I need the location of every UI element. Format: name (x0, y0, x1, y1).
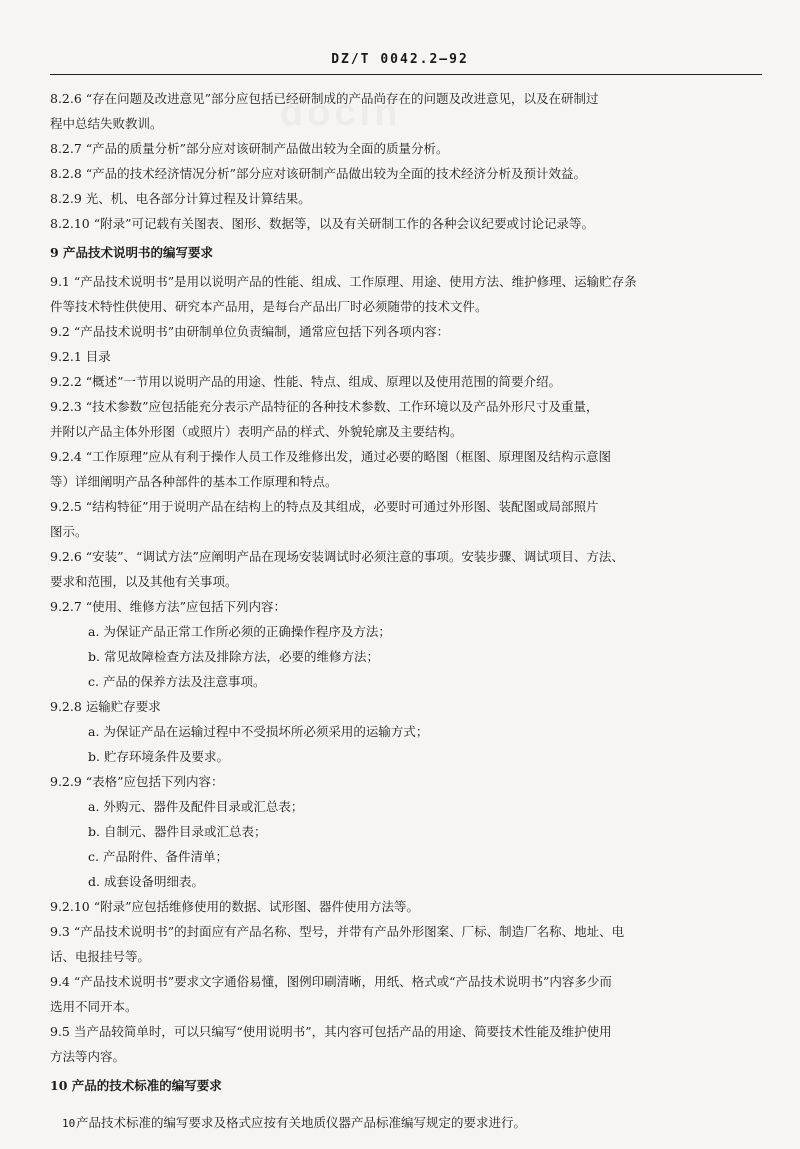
text-line: c. 产品的保养方法及注意事项。 (88, 674, 266, 689)
text-line: 9.3 “产品技术说明书”的封面应有产品名称、型号，并带有产品外形图案、厂标、制造厂名称、地址、电 (50, 924, 625, 939)
text-line: 9.1 “产品技术说明书”是用以说明产品的性能、组成、工作原理、用途、使用方法、维护修理、运输贮存条 (50, 274, 637, 289)
text-line: 8.2.7 “产品的质量分析”部分应对该研制产品做出较为全面的质量分析。 (50, 141, 449, 156)
text-line: 9.2.7 “使用、维修方法”应包括下列内容： (50, 599, 287, 614)
text-line: 8.2.9 光、机、电各部分计算过程及计算结果。 (50, 191, 311, 206)
text-line: 并附以产品主体外形图（或照片）表明产品的样式、外貌轮廓及主要结构。 (50, 424, 463, 439)
text-line: 要求和范围，以及其他有关事项。 (50, 574, 238, 589)
page-header: DZ/T 0042.2—92 (331, 52, 469, 67)
document-body (50, 86, 762, 1144)
text-line: 9.2 “产品技术说明书”由研制单位负责编制，通常应包括下列各项内容： (50, 324, 450, 339)
text-line: 选用不同开本。 (50, 999, 138, 1014)
text-line: 9.2.10 “附录”应包括维修使用的数据、试形图、器件使用方法等。 (50, 899, 420, 914)
text-line: d. 成套设备明细表。 (88, 874, 204, 889)
section-heading: 9 产品技术说明书的编写要求 (50, 245, 214, 260)
text-line: 话、电报挂号等。 (50, 949, 151, 964)
text-line: b. 自制元、器件目录或汇总表； (88, 824, 267, 839)
text-line: 产品技术标准的编写要求及格式应按有关地质仪器产品标准编写规定的要求进行。 (76, 1115, 527, 1130)
text-line: 9.2.4 “工作原理”应从有利于操作人员工作及维修出发，通过必要的略图（框图、原理图及结构示意图 (50, 449, 612, 464)
text-line: a. 外购元、器件及配件目录或汇总表； (88, 799, 304, 814)
text-line: 件等技术特性供使用、研究本产品用，是每台产品出厂时必须随带的技术文件。 (50, 299, 488, 314)
text-line: b. 常见故障检查方法及排除方法，必要的维修方法； (88, 649, 379, 664)
text-line: 等）详细阐明产品各种部件的基本工作原理和特点。 (50, 474, 338, 489)
text-line: 9.2.3 “技术参数”应包括能充分表示产品特征的各种技术参数、工作环境以及产品外形尺寸及重量， (50, 399, 599, 414)
text-line: 9.4 “产品技术说明书”要求文字通俗易懂，图例印刷清晰，用纸、格式或“产品技术说明书”内容多少而 (50, 974, 612, 989)
section-heading: 10 产品的技术标准的编写要求 (50, 1078, 222, 1093)
text-line: c. 产品附件、备件清单； (88, 849, 228, 864)
text-line: 图示。 (50, 524, 88, 539)
header-rule (50, 74, 762, 75)
text-line: 9.2.5 “结构特征”用于说明产品在结构上的特点及其组成，必要时可通过外形图、装配图或局部照片 (50, 499, 599, 514)
text-line: 方法等内容。 (50, 1049, 126, 1064)
text-line: 9.2.8 运输贮存要求 (50, 699, 161, 714)
page-number: 10 (62, 1117, 76, 1130)
text-line: 9.2.6 “安装”、“调试方法”应阐明产品在现场安装调试时必须注意的事项。安装步骤、调试项目、方法、 (50, 549, 624, 564)
text-line: 8.2.6 “存在问题及改进意见”部分应包括已经研制成的产品尚存在的问题及改进意见，以及在研制过 (50, 91, 599, 106)
text-line: 程中总结失败教训。 (50, 116, 163, 131)
text-line: 9.2.2 “概述”一节用以说明产品的用途、性能、特点、组成、原理以及使用范围的简要介绍。 (50, 374, 562, 389)
text-line: a. 为保证产品正常工作所必须的正确操作程序及方法； (88, 624, 391, 639)
text-line: 9.5 当产品较简单时，可以只编写“使用说明书”，其内容可包括产品的用途、简要技术性能及维护使用 (50, 1024, 612, 1039)
text-line: 9.2.1 目录 (50, 349, 111, 364)
text-line: 9.2.9 “表格”应包括下列内容： (50, 774, 224, 789)
text-line: 8.2.8 “产品的技术经济情况分析”部分应对该研制产品做出较为全面的技术经济分析及预计效益。 (50, 166, 587, 181)
text-line: 8.2.10 “附录”可记载有关图表、图形、数据等，以及有关研制工作的各种会议纪要或讨论记录等。 (50, 216, 595, 231)
text-line: b. 贮存环境条件及要求。 (88, 749, 229, 764)
text-line: a. 为保证产品在运输过程中不受损坏所必须采用的运输方式； (88, 724, 429, 739)
